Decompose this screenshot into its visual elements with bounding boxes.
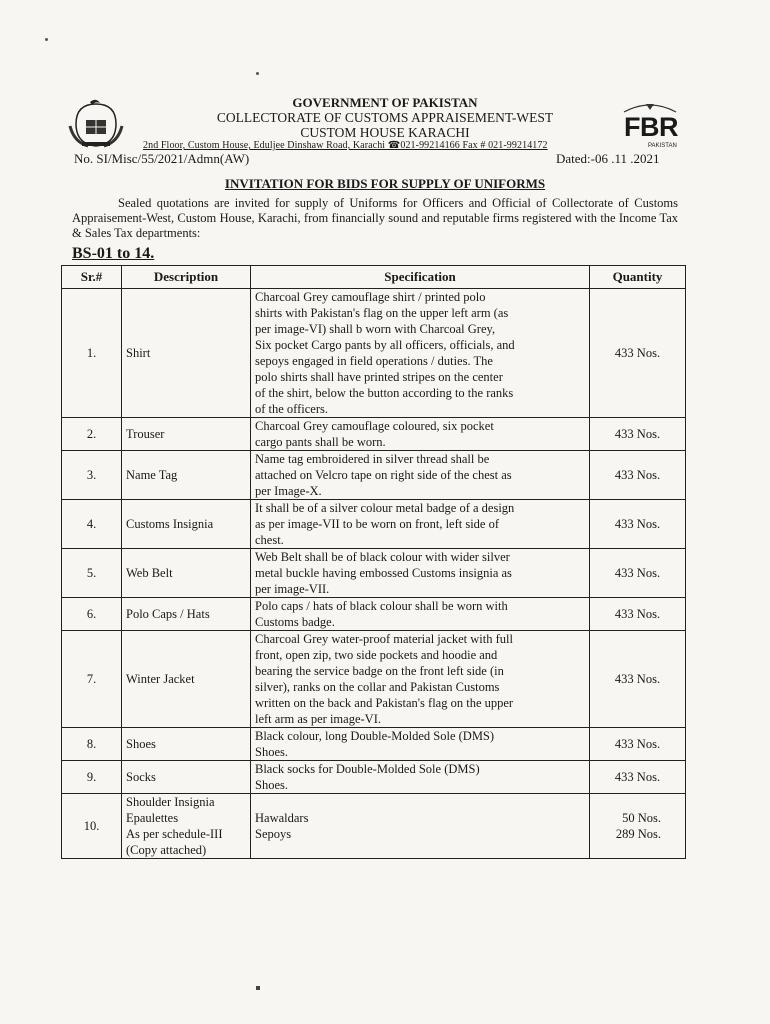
description-line: Shirt bbox=[126, 346, 151, 360]
row-description bbox=[122, 761, 251, 794]
specification-line: per Image-X. bbox=[255, 484, 322, 498]
row-serial: 4. bbox=[62, 500, 122, 549]
specification-line: Charcoal Grey water-proof material jacket with full bbox=[255, 632, 513, 646]
specification-line: Black socks for Double-Molded Sole (DMS) bbox=[255, 762, 480, 776]
specification-line: cargo pants shall be worn. bbox=[255, 435, 386, 449]
header-quantity: Quantity bbox=[590, 266, 686, 289]
row-quantity bbox=[590, 794, 686, 859]
table-row bbox=[62, 794, 686, 859]
specification-line: per image-VI) shall b worn with Charcoal Grey, bbox=[255, 322, 496, 336]
quantity-line: 433 Nos. bbox=[614, 517, 661, 531]
description-line: Trouser bbox=[126, 427, 165, 441]
specification-line: sepoys engaged in field operations / duties. The bbox=[255, 354, 493, 368]
header-custom-house: CUSTOM HOUSE KARACHI bbox=[300, 125, 470, 140]
row-description bbox=[122, 418, 251, 451]
quantity-line: 289 Nos. bbox=[615, 827, 661, 841]
description-line: Web Belt bbox=[126, 566, 173, 580]
quantity-line: 433 Nos. bbox=[614, 468, 661, 482]
row-specification bbox=[251, 500, 590, 549]
row-serial: 2. bbox=[62, 418, 122, 451]
row-description bbox=[122, 289, 251, 418]
scan-speck bbox=[45, 38, 48, 41]
specification-line: front, open zip, two side pockets and hoodie and bbox=[255, 648, 498, 662]
items-table bbox=[61, 265, 686, 859]
row-serial: 9. bbox=[62, 761, 122, 794]
specification-line: Black colour, long Double-Molded Sole (DMS) bbox=[255, 729, 495, 743]
description-line: Epaulettes bbox=[126, 811, 179, 825]
description-line: Shoulder Insignia bbox=[126, 795, 215, 809]
table-row bbox=[62, 549, 686, 598]
row-quantity bbox=[590, 598, 686, 631]
row-quantity bbox=[590, 631, 686, 728]
description-line: Name Tag bbox=[126, 468, 178, 482]
row-specification bbox=[251, 728, 590, 761]
specification-line: Web Belt shall be of black colour with wider silver bbox=[255, 550, 510, 564]
quantity-line: 433 Nos. bbox=[614, 672, 661, 686]
specification-line: Customs badge. bbox=[255, 615, 335, 629]
quantity-line: 433 Nos. bbox=[614, 427, 661, 441]
description-line: Customs Insignia bbox=[126, 517, 214, 531]
page-mark bbox=[256, 986, 260, 990]
specification-line: polo shirts shall have printed stripes on the center bbox=[255, 370, 503, 384]
row-description bbox=[122, 794, 251, 859]
table-row bbox=[62, 761, 686, 794]
specification-line: It shall be of a silver colour metal badge of a design bbox=[255, 501, 515, 515]
row-description bbox=[122, 598, 251, 631]
row-quantity bbox=[590, 500, 686, 549]
specification-line: metal buckle having embossed Customs insignia as bbox=[255, 566, 512, 580]
quantity-line: 433 Nos. bbox=[614, 607, 661, 621]
scan-speck bbox=[256, 72, 259, 75]
specification-line: Sepoys bbox=[255, 827, 292, 841]
reference-number: No. SI/Misc/55/2021/Admn(AW) bbox=[74, 151, 250, 166]
specification-line: Shoes. bbox=[255, 745, 288, 759]
specification-line: Charcoal Grey camouflage coloured, six pocket bbox=[255, 419, 494, 433]
table-row bbox=[62, 500, 686, 549]
row-specification bbox=[251, 549, 590, 598]
row-specification bbox=[251, 761, 590, 794]
description-line: As per schedule-III bbox=[126, 827, 223, 841]
row-specification bbox=[251, 794, 590, 859]
table-row bbox=[62, 451, 686, 500]
description-line: Polo Caps / Hats bbox=[126, 607, 210, 621]
row-serial: 1. bbox=[62, 289, 122, 418]
fbr-logo-subtext: PAKISTAN bbox=[648, 143, 677, 149]
specification-line: silver), ranks on the collar and Pakistan Customs bbox=[255, 680, 500, 694]
specification-line: Hawaldars bbox=[255, 811, 309, 825]
specification-line: as per image-VII to be worn on front, left side of bbox=[255, 517, 500, 531]
table-row bbox=[62, 728, 686, 761]
quantity-line: 433 Nos. bbox=[614, 566, 661, 580]
row-quantity bbox=[590, 549, 686, 598]
quantity-line: 433 Nos. bbox=[614, 770, 661, 784]
row-description bbox=[122, 500, 251, 549]
row-serial: 3. bbox=[62, 451, 122, 500]
row-specification bbox=[251, 598, 590, 631]
intro-line-3: registered with the Income Tax & Sales Tax departments: bbox=[72, 211, 679, 240]
specification-line: written on the back and Pakistan's flag on the upper bbox=[255, 696, 514, 710]
specification-line: of the officers. bbox=[255, 402, 329, 416]
specification-line: Shoes. bbox=[255, 778, 288, 792]
row-description bbox=[122, 631, 251, 728]
row-serial: 7. bbox=[62, 631, 122, 728]
header-description: Description bbox=[122, 266, 251, 289]
table-row bbox=[62, 598, 686, 631]
header-address: 2nd Floor, Custom House, Eduljee Dinshaw Road, Karachi ☎021-99214166 Fax # 021-99214172 bbox=[143, 140, 548, 151]
row-specification bbox=[251, 451, 590, 500]
specification-line: per image-VII. bbox=[255, 582, 330, 596]
row-specification bbox=[251, 289, 590, 418]
row-quantity bbox=[590, 451, 686, 500]
specification-line: attached on Velcro tape on right side of the chest as bbox=[255, 468, 512, 482]
specification-line: bearing the service badge on the front left side (in bbox=[255, 664, 504, 678]
intro-line-2: Customs Appraisement-West, Custom House, Karachi, from financially sound and reputable firms bbox=[72, 196, 679, 225]
row-description bbox=[122, 728, 251, 761]
row-quantity bbox=[590, 728, 686, 761]
specification-line: Charcoal Grey camouflage shirt / printed polo bbox=[255, 290, 486, 304]
fbr-logo-text: FBR bbox=[624, 112, 678, 142]
row-serial: 5. bbox=[62, 549, 122, 598]
quantity-line: 50 Nos. bbox=[622, 811, 661, 825]
table-row bbox=[62, 418, 686, 451]
specification-line: left arm as per image-VI. bbox=[255, 712, 381, 726]
row-serial: 10. bbox=[62, 794, 122, 859]
intro-paragraph bbox=[72, 196, 678, 241]
quantity-line: 433 Nos. bbox=[614, 346, 661, 360]
row-serial: 6. bbox=[62, 598, 122, 631]
specification-line: chest. bbox=[255, 533, 284, 547]
description-line: (Copy attached) bbox=[126, 843, 207, 857]
header-government: GOVERNMENT OF PAKISTAN bbox=[292, 95, 478, 110]
table-row bbox=[62, 631, 686, 728]
description-line: Winter Jacket bbox=[126, 672, 195, 686]
date: Dated:-06 .11 .2021 bbox=[556, 151, 660, 166]
intro-line-1: Sealed quotations are invited for supply of Uniforms for Officers and Official of Collectorate of bbox=[118, 196, 629, 210]
row-serial: 8. bbox=[62, 728, 122, 761]
row-description bbox=[122, 451, 251, 500]
header-collectorate: COLLECTORATE OF CUSTOMS APPRAISEMENT-WEST bbox=[216, 110, 554, 125]
description-line: Shoes bbox=[126, 737, 156, 751]
row-quantity bbox=[590, 418, 686, 451]
header-specification: Specification bbox=[251, 266, 590, 289]
row-specification bbox=[251, 418, 590, 451]
grade-heading: BS-01 to 14. bbox=[72, 245, 155, 262]
specification-line: Name tag embroidered in silver thread shall be bbox=[255, 452, 490, 466]
table-body bbox=[62, 289, 686, 859]
row-quantity bbox=[590, 289, 686, 418]
row-specification bbox=[251, 631, 590, 728]
specification-line: of the shirt, below the button according to the ranks bbox=[255, 386, 514, 400]
specification-line: Polo caps / hats of black colour shall be worn with bbox=[255, 599, 508, 613]
description-line: Socks bbox=[126, 770, 156, 784]
document-title: INVITATION FOR BIDS FOR SUPPLY OF UNIFORMS bbox=[224, 176, 546, 191]
table-row bbox=[62, 289, 686, 418]
row-description bbox=[122, 549, 251, 598]
row-quantity bbox=[590, 761, 686, 794]
table-header-row bbox=[62, 266, 686, 289]
specification-line: Six pocket Cargo pants by all officers, officials, and bbox=[255, 338, 515, 352]
header-sr: Sr.# bbox=[62, 266, 122, 289]
specification-line: shirts with Pakistan's flag on the upper left arm (as bbox=[255, 306, 509, 320]
quantity-line: 433 Nos. bbox=[614, 737, 661, 751]
